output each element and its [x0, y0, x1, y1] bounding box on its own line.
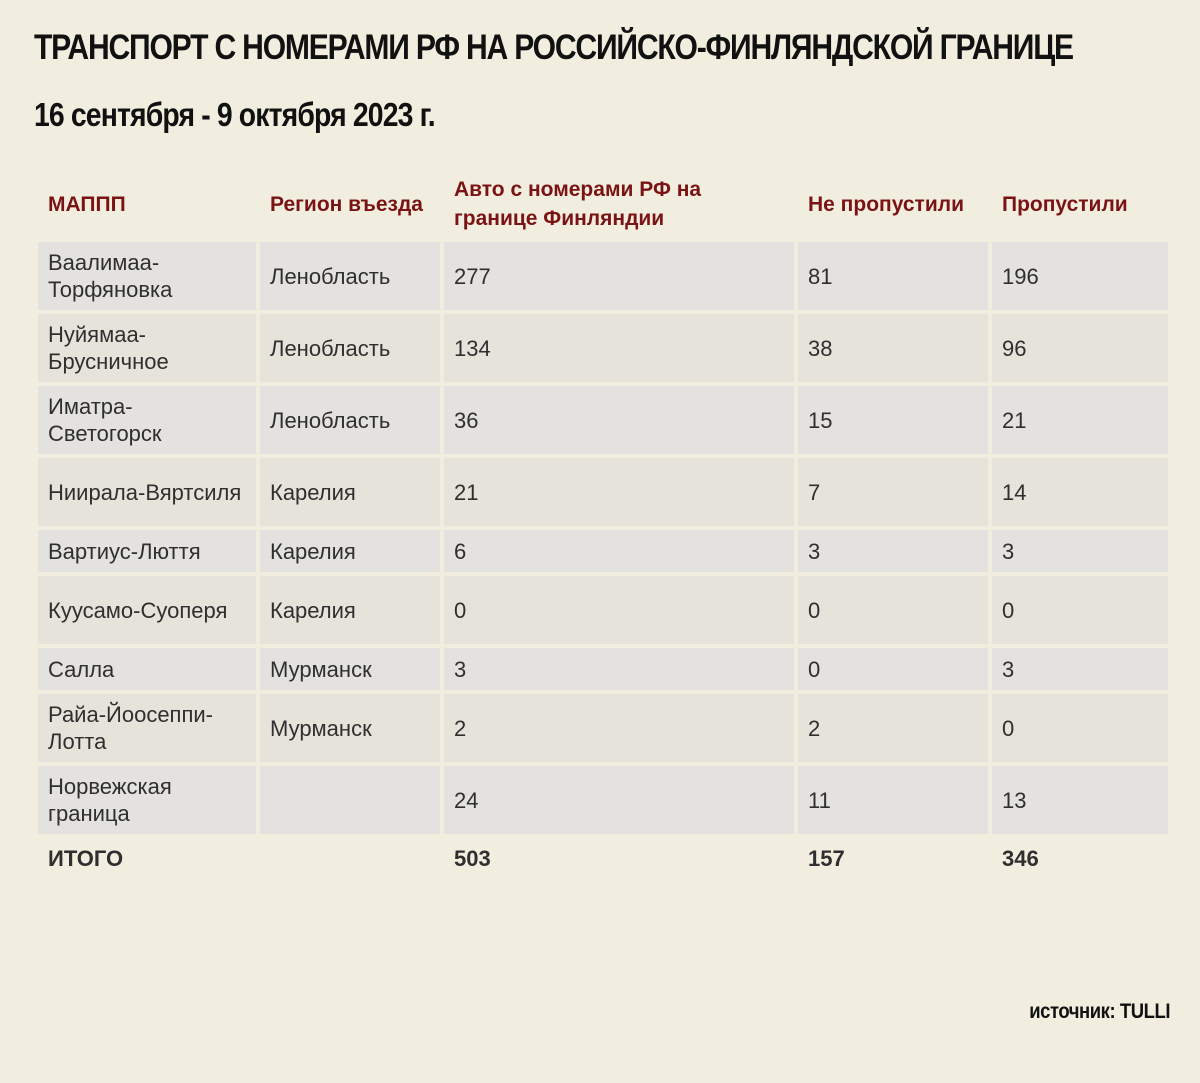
cell-region: Карелия	[260, 530, 440, 572]
cell-refused: 0	[798, 576, 988, 644]
table-row	[38, 766, 1168, 834]
cell-cars-total: 0	[444, 576, 794, 644]
cell-refused: 81	[798, 242, 988, 310]
cell-refused: 38	[798, 314, 988, 382]
cell-checkpoint: Нуйямаа-Брусничное	[38, 314, 256, 382]
cell-cars-total: 2	[444, 694, 794, 762]
table-row	[38, 242, 1168, 310]
column-header-refused: Не пропустили	[808, 192, 964, 216]
cell-cars-total: 277	[444, 242, 794, 310]
column-header-checkpoint: МАППП	[48, 192, 126, 216]
total-refused: 157	[808, 845, 845, 871]
border-crossings-table	[34, 166, 1172, 882]
cell-refused: 7	[798, 458, 988, 526]
total-label: ИТОГО	[48, 845, 124, 871]
cell-cars-total: 134	[444, 314, 794, 382]
cell-admitted: 3	[992, 648, 1168, 690]
table-row	[38, 694, 1168, 762]
cell-checkpoint: Салла	[38, 648, 256, 690]
cell-refused: 11	[798, 766, 988, 834]
cell-checkpoint: Иматра-Светогорск	[38, 386, 256, 454]
source-credit: источник: TULLI	[1029, 1000, 1170, 1023]
cell-refused: 0	[798, 648, 988, 690]
cell-checkpoint: Куусамо-Суоперя	[38, 576, 256, 644]
cell-checkpoint: Норвежская граница	[38, 766, 256, 834]
column-header-region: Регион въезда	[270, 192, 423, 216]
cell-region: Ленобласть	[260, 314, 440, 382]
cell-admitted: 0	[992, 576, 1168, 644]
cell-admitted: 21	[992, 386, 1168, 454]
cell-admitted: 3	[992, 530, 1168, 572]
table-row	[38, 386, 1168, 454]
table-row	[38, 530, 1168, 572]
table-row	[38, 648, 1168, 690]
column-header-cars-total: Авто с номерами РФ на границе Финляндии	[454, 178, 702, 230]
cell-checkpoint: Вартиус-Люття	[38, 530, 256, 572]
cell-cars-total: 21	[444, 458, 794, 526]
table-row	[38, 314, 1168, 382]
page-title: ТРАНСПОРТ С НОМЕРАМИ РФ НА РОССИЙСКО-ФИНЛЯНДСКОЙ ГРАНИЦЕ	[34, 28, 1073, 67]
cell-region: Карелия	[260, 458, 440, 526]
cell-region: Ленобласть	[260, 242, 440, 310]
cell-admitted: 14	[992, 458, 1168, 526]
cell-region	[260, 766, 440, 834]
cell-admitted: 13	[992, 766, 1168, 834]
cell-region: Мурманск	[260, 694, 440, 762]
cell-cars-total: 6	[444, 530, 794, 572]
cell-region: Ленобласть	[260, 386, 440, 454]
cell-cars-total: 36	[444, 386, 794, 454]
table-header-row	[38, 170, 1168, 238]
cell-refused: 15	[798, 386, 988, 454]
table-row	[38, 576, 1168, 644]
cell-region: Карелия	[260, 576, 440, 644]
cell-cars-total: 24	[444, 766, 794, 834]
total-region	[260, 838, 440, 878]
total-cars: 503	[454, 845, 491, 871]
cell-refused: 3	[798, 530, 988, 572]
cell-admitted: 196	[992, 242, 1168, 310]
cell-region: Мурманск	[260, 648, 440, 690]
total-admitted: 346	[1002, 845, 1039, 871]
cell-refused: 2	[798, 694, 988, 762]
table-total-row	[38, 838, 1168, 878]
cell-checkpoint: Ваалимаа-Торфяновка	[38, 242, 256, 310]
table-row	[38, 458, 1168, 526]
cell-cars-total: 3	[444, 648, 794, 690]
page-subtitle: 16 сентября - 9 октября 2023 г.	[34, 96, 435, 133]
cell-checkpoint: Ниирала-Вяртсиля	[38, 458, 256, 526]
cell-admitted: 96	[992, 314, 1168, 382]
cell-checkpoint: Райа-Йоосеппи-Лотта	[38, 694, 256, 762]
column-header-admitted: Пропустили	[1002, 192, 1128, 216]
cell-admitted: 0	[992, 694, 1168, 762]
